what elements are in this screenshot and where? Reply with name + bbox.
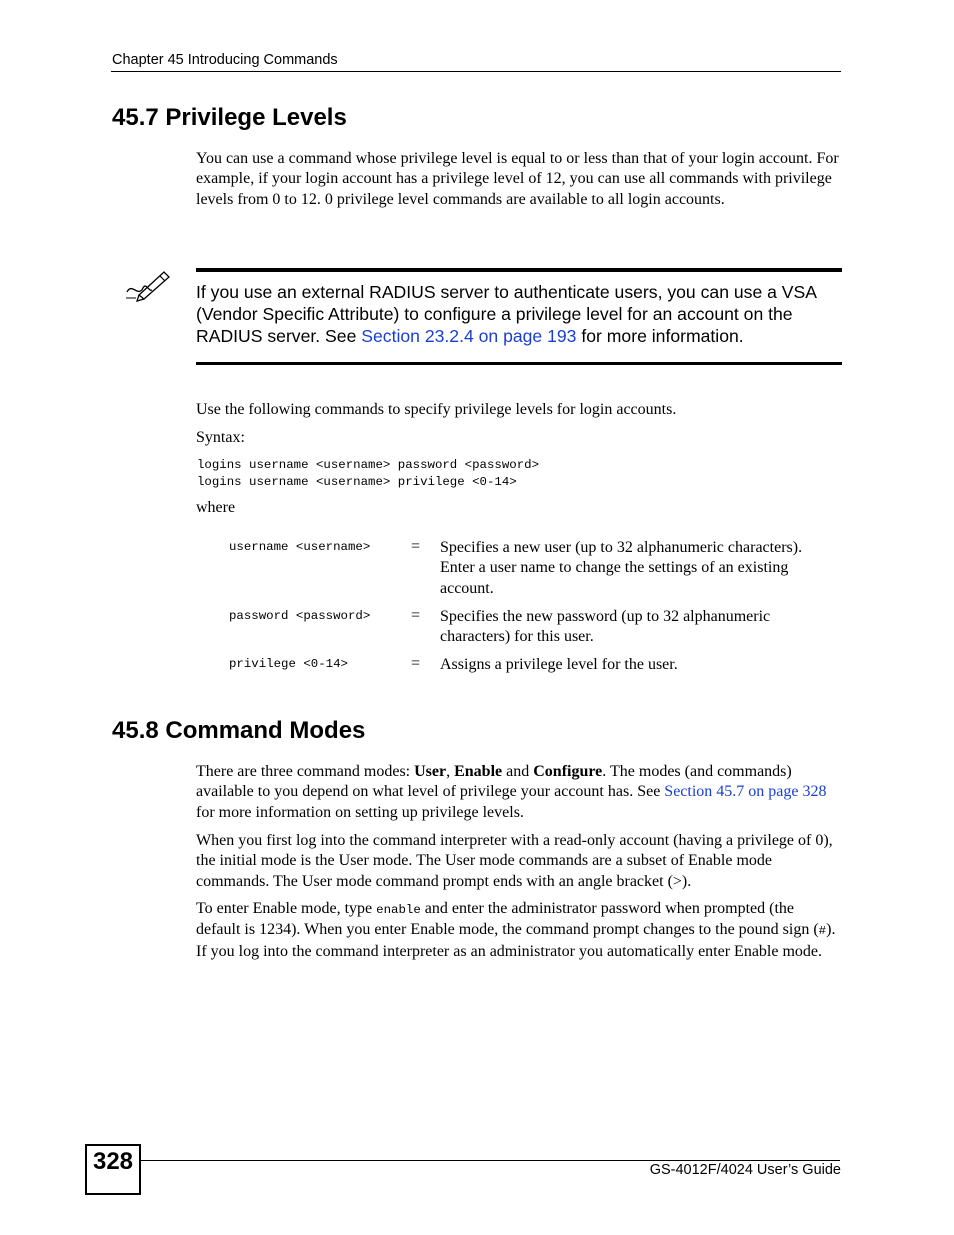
- syntax-line: logins username <username> privilege <0-14>: [197, 475, 517, 489]
- syntax-line: logins username <username> password <password>: [197, 458, 540, 472]
- footer-guide-title: GS-4012F/4024 User’s Guide: [649, 1162, 841, 1178]
- param-equals: =: [411, 538, 421, 555]
- inline-code-pound: #: [818, 924, 827, 939]
- param-description: Assigns a privilege level for the user.: [440, 656, 678, 673]
- text-run: and enter the administrator password when prompted (the default is 1234). When you enter Enable mode, the command prompt changes to the pound sign (: [196, 900, 819, 939]
- text-run: To enter Enable mode, type: [196, 900, 377, 917]
- param-name: password <password>: [229, 609, 371, 623]
- note-text-before: If you use an external RADIUS server to authenticate users, you can use a VSA (Vendor Specific Attribute) to configure a privilege level for an account on the RADIUS server. See: [196, 282, 817, 346]
- running-header: Chapter 45 Introducing Commands: [112, 52, 338, 68]
- command-modes-paragraph-2: When you first log into the command interpreter with a read-only account (having a privilege of 0), the initial mode is the User mode. The User mode commands are a subset of Enable mode commands. The User mode command prompt ends with an angle bracket (>).: [196, 832, 833, 890]
- param-description: Specifies a new user (up to 32 alphanumeric characters). Enter a user name to change the settings of an existing account.: [440, 539, 803, 597]
- pen-writing-icon: [124, 268, 172, 302]
- param-equals: =: [411, 607, 421, 624]
- note-bottom-rule: [196, 362, 842, 365]
- note-top-rule: [196, 268, 842, 272]
- section-heading-command-modes: 45.8 Command Modes: [112, 717, 366, 744]
- usage-paragraph: Use the following commands to specify privilege levels for login accounts.: [196, 401, 677, 418]
- mode-enable: Enable: [454, 763, 503, 780]
- section-heading-privilege-levels: 45.7 Privilege Levels: [112, 104, 347, 131]
- note-text: [196, 281, 844, 347]
- header-rule: [111, 71, 841, 72]
- param-equals: =: [411, 655, 421, 672]
- note-text-after: for more information.: [576, 326, 744, 346]
- text-run: . The modes (and commands) available to you depend on what level of privilege your account has. See: [196, 763, 792, 801]
- param-name: privilege <0-14>: [229, 657, 348, 671]
- syntax-label: Syntax:: [196, 429, 245, 446]
- text-run: and: [502, 763, 534, 780]
- mode-user: User: [414, 763, 447, 780]
- param-description: Specifies the new password (up to 32 alphanumeric characters) for this user.: [440, 608, 771, 646]
- text-run: ). If you log into the command interpreter as an administrator you automatically enter Enable mode.: [196, 921, 836, 960]
- note-section-link[interactable]: Section 23.2.4 on page 193: [361, 326, 577, 346]
- command-modes-paragraph-3: [196, 899, 841, 962]
- section-45-7-link[interactable]: Section 45.7 on page 328: [664, 783, 827, 801]
- privilege-intro-paragraph: You can use a command whose privilege level is equal to or less than that of your login account. For example, if your login account has a privilege level of 12, you can use all commands with privilege levels from 0 to 12. 0 privilege level commands are available to all login accounts.: [196, 150, 839, 208]
- footer-rule: [139, 1160, 840, 1161]
- where-label: where: [196, 499, 236, 516]
- param-name: username <username>: [229, 540, 371, 554]
- page-number: 328: [92, 1148, 134, 1175]
- text-run: for more information on setting up privilege levels.: [196, 803, 524, 821]
- command-modes-paragraph-1: [196, 762, 841, 823]
- mode-configure: Configure: [533, 763, 603, 780]
- text-run: There are three command modes:: [196, 763, 415, 780]
- text-run: ,: [446, 763, 455, 780]
- inline-code-enable: enable: [376, 903, 421, 917]
